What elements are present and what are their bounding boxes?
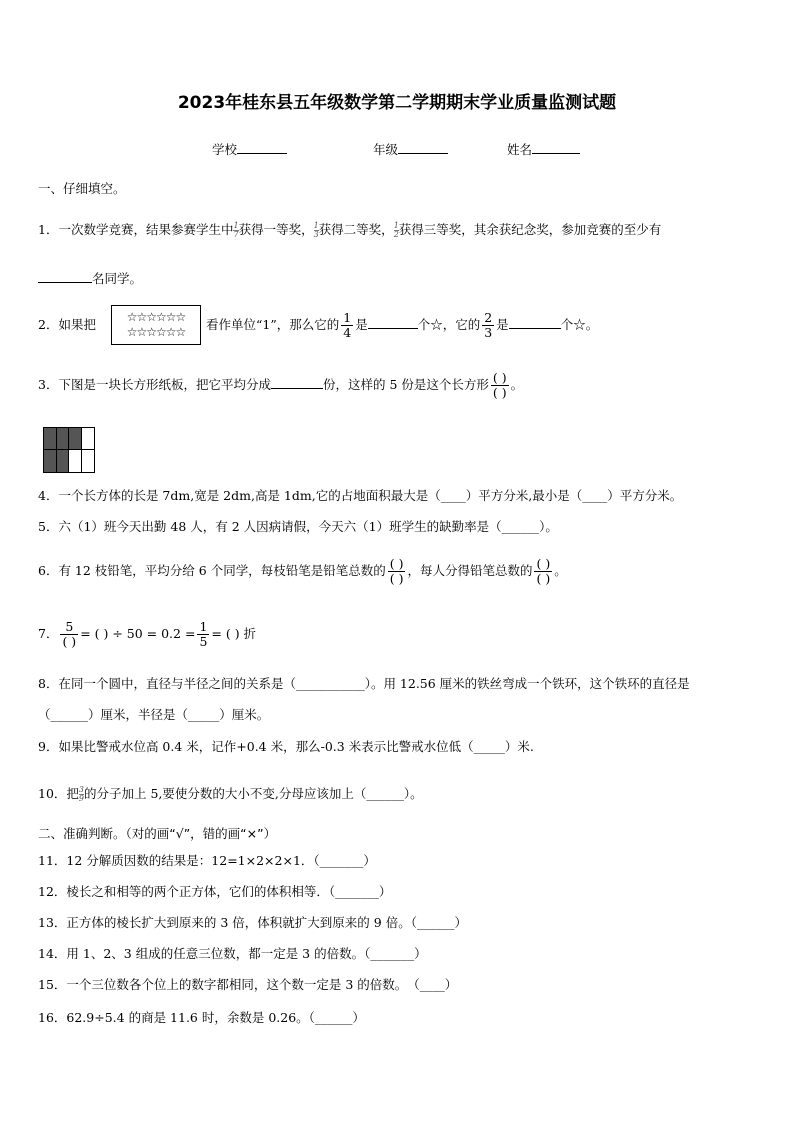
answer-blank[interactable] (368, 328, 418, 329)
question-7: 7． $\frac{5}{( )}$ = ( ) ÷ 50 = 0.2 = $\frac{1}{5}$ = ( ) 折 (38, 619, 257, 649)
section-2-heading: 二、准确判断。（对的画“√”，错的画“×”） (38, 826, 277, 841)
fraction-2-3: $\frac{2}{3}$ (484, 310, 493, 340)
fraction-1-4: $\frac{1}{4}$ (343, 310, 352, 340)
name-label: 姓名 (507, 142, 533, 157)
question-8: 8．在同一个圆中，直径与半径之间的关系是（___________）。用 12.56 厘米的铁丝弯成一个铁环，这个铁环的直径是 (38, 676, 690, 691)
answer-fraction[interactable]: $\frac{( )}{( )}$ (536, 556, 551, 586)
question-12: 12．棱长之和相等的两个正方体，它们的体积相等．（_______） (38, 884, 392, 899)
school-label: 学校 (212, 142, 238, 157)
fraction-1-3: $\frac{1}{3}$ (313, 221, 319, 239)
page-title: 2023年桂东县五年级数学第二学期期末学业质量监测试题 (177, 93, 617, 113)
answer-fraction[interactable]: $\frac{( )}{( )}$ (492, 370, 507, 400)
question-15: 15．一个三位数各个位上的数字都相同，这个数一定是 3 的倍数。 （____） (38, 977, 458, 992)
question-1: 1．一次数学竞赛，结果参赛学生中 $\frac{1}{7}$获得一等奖， $\frac{1}{3}$获得二等奖， $\frac{1}{2}$获得三等奖，其余获纪念奖，参加竞赛的至少有 (38, 221, 662, 239)
question-6: 6．有 12 枝铅笔，平均分给 6 个同学，每枝铅笔是铅笔总数的 $\frac{( )}{( )}$ ，每人分得铅笔总数的 $\frac{( )}{( )}$ 。 (38, 556, 567, 586)
school-field[interactable] (212, 140, 287, 158)
star-row: ☆☆☆☆☆☆ (126, 310, 186, 324)
question-16: 16．62.9÷5.4 的商是 11.6 时，余数是 0.26。（______） (38, 1010, 365, 1025)
grade-field[interactable] (373, 140, 448, 158)
fraction-3-9: $\frac{3}{9}$ (78, 785, 84, 803)
question-5: 5．六（1）班今天出勤 48 人，有 2 人因病请假，今天六（1）班学生的缺勤率是（______）。 (38, 519, 558, 534)
star-row: ☆☆☆☆☆☆ (126, 325, 186, 339)
question-11: 11．12 分解质因数的结果是：12=1×2×2×1．（_______） (38, 853, 376, 868)
question-13: 13．正方体的棱长扩大到原来的 3 倍，体积就扩大到原来的 9 倍。（______） (38, 915, 467, 930)
answer-blank[interactable] (509, 328, 561, 329)
question-3: 3．下图是一块长方形纸板，把它平均分成 份，这样的 5 份是这个长方形 $\frac{( )}{( )}$ 。 (38, 370, 524, 400)
fraction-1-7: $\frac{1}{7}$ (233, 221, 239, 239)
fraction-1-5: $\frac{1}{5}$ (199, 619, 208, 649)
question-10: 10．把 $\frac{3}{9}$的分子加上 5,要使分数的大小不变,分母应该加上（______）。 (38, 785, 423, 803)
answer-blank[interactable] (38, 282, 92, 283)
rectangle-figure (43, 427, 95, 473)
question-4: 4．一个长方体的长是 7dm,宽是 2dm,高是 1dm,它的占地面积最大是（____）平方分米,最小是（____）平方分米。 (38, 488, 683, 503)
question-2-label: 2．如果把 (38, 317, 96, 332)
fraction-1-2: $\frac{1}{2}$ (393, 221, 399, 239)
question-1-continued: 名同学。 (38, 271, 142, 287)
section-1-heading: 一、仔细填空。 (38, 181, 126, 196)
question-9: 9．如果比警戒水位高 0.4 米，记作+0.4 米，那么-0.3 米表示比警戒水位低（_____）米. (38, 739, 534, 754)
name-field[interactable] (507, 140, 580, 158)
question-8-continued: （______）厘米，半径是（_____）厘米。 (38, 707, 270, 722)
answer-fraction[interactable]: $\frac{( )}{( )}$ (389, 556, 404, 586)
star-box (111, 305, 201, 345)
fraction-5-blank[interactable]: $\frac{5}{( )}$ (62, 619, 77, 649)
answer-blank[interactable] (271, 388, 323, 389)
question-14: 14．用 1、2、3 组成的任意三位数，都一定是 3 的倍数。（_______） (38, 946, 427, 961)
question-2: 看作单位“1”，那么它的 $\frac{1}{4}$ 是 个☆，它的 $\frac{2}{3}$ 是 个☆。 (206, 310, 599, 340)
grade-label: 年级 (373, 142, 399, 157)
